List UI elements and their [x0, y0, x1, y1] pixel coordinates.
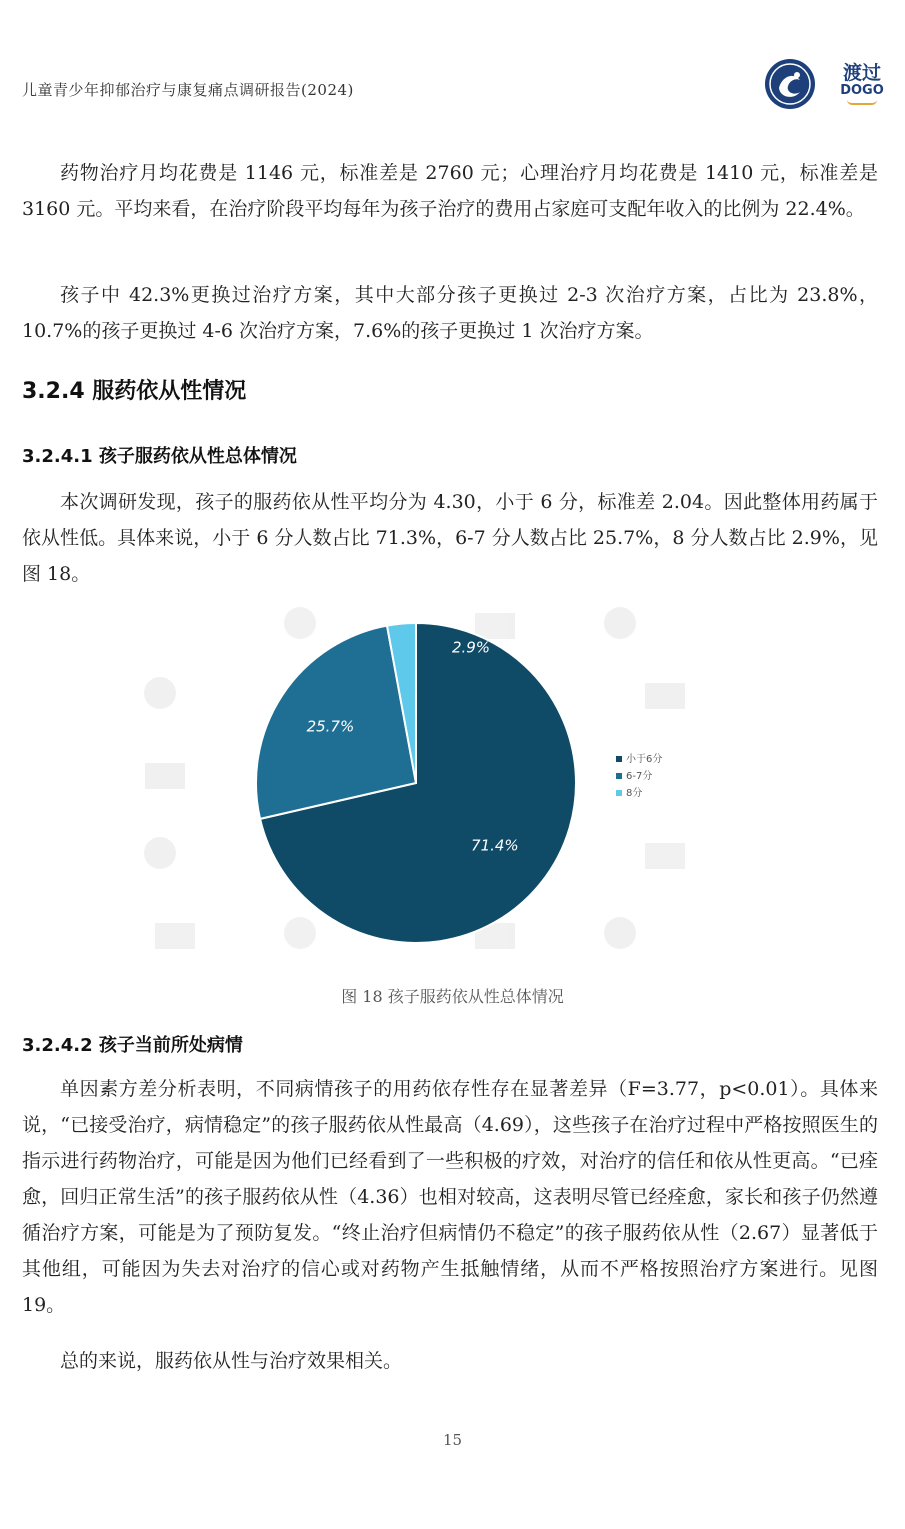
logo-smile-icon — [847, 100, 877, 105]
paragraph-summary: 总的来说，服药依从性与治疗效果相关。 — [60, 1350, 403, 1372]
section-heading-3-2-4: 3.2.4 服药依从性情况 — [22, 379, 247, 404]
pie-data-label-2: 2.9% — [451, 638, 491, 657]
paragraph-cost: 药物治疗月均花费是 1146 元，标准差是 2760 元；心理治疗月均花费是 1410 元，标准差是 3160 元。平均来看，在治疗阶段平均每年为孩子治疗的费用占家庭可支配年收入的比例为 22.4%。 — [22, 162, 878, 220]
section-heading-3-2-4-2: 3.2.4.2 孩子当前所处病情 — [22, 1035, 243, 1056]
pie-slices-group — [256, 623, 576, 943]
report-header-title: 儿童青少年抑郁治疗与康复痛点调研报告(2024) — [22, 81, 354, 99]
pie-legend — [616, 752, 662, 799]
paragraph-plan-change: 孩子中 42.3%更换过治疗方案，其中大部分孩子更换过 2-3 次治疗方案，占比为 23.8%，10.7%的孩子更换过 4-6 次治疗方案，7.6%的孩子更换过 1 次治疗方案。 — [22, 284, 878, 342]
pie-chart-figure-18 — [140, 598, 760, 968]
paragraph-condition-anova: 单因素方差分析表明，不同病情孩子的用药依存性存在显著差异（F=3.77，p<0.01）。具体来说，“已接受治疗，病情稳定”的孩子服药依从性最高（4.69），这些孩子在治疗过程中严格按照医生的指示进行药物治疗，可能是因为他们已经看到了一些积极的疗效，对治疗的信任和依从性更高。“已痊愈，回归正常生活”的孩子服药依从性（4.36）也相对较高，这表明尽管已经痊愈，家长和孩子仍然遵循治疗方案，可能是为了预防复发。“终止治疗但病情仍不稳定”的孩子服药依从性（2.67）显著低于其他组，可能因为失去对治疗的信心或对药物产生抵触情绪，从而不严格按照治疗方案进行。见图 19。 — [22, 1078, 878, 1316]
legend-swatch-1 — [616, 773, 622, 779]
legend-swatch-2 — [616, 790, 622, 796]
paragraph-compliance-overall: 本次调研发现，孩子的服药依从性平均分为 4.30，小于 6 分，标准差 2.04。因此整体用药属于依从性低。具体来说，小于 6 分人数占比 71.3%，6-7 分人数占比 25.7%，8 分人数占比 2.9%，见图 18。 — [22, 491, 878, 585]
figure-caption: 图 18 孩子服药依从性总体情况 — [341, 987, 564, 1006]
legend-label-1: 6-7分 — [626, 771, 653, 782]
legend-label-2: 8分 — [626, 788, 643, 799]
logo-en-text: DOGO — [840, 83, 884, 98]
legend-swatch-0 — [616, 756, 622, 762]
dogo-logo — [764, 58, 889, 118]
pie-data-label-1: 25.7% — [306, 717, 355, 736]
pie-data-label-0: 71.4% — [471, 836, 519, 855]
page-number: 15 — [442, 1431, 463, 1449]
legend-label-0: 小于6分 — [626, 754, 663, 765]
logo-emblem-icon — [764, 58, 816, 110]
logo-cn-text: 渡过 — [842, 62, 881, 84]
pie-chart-svg — [140, 598, 760, 968]
section-heading-3-2-4-1: 3.2.4.1 孩子服药依从性总体情况 — [22, 446, 297, 467]
